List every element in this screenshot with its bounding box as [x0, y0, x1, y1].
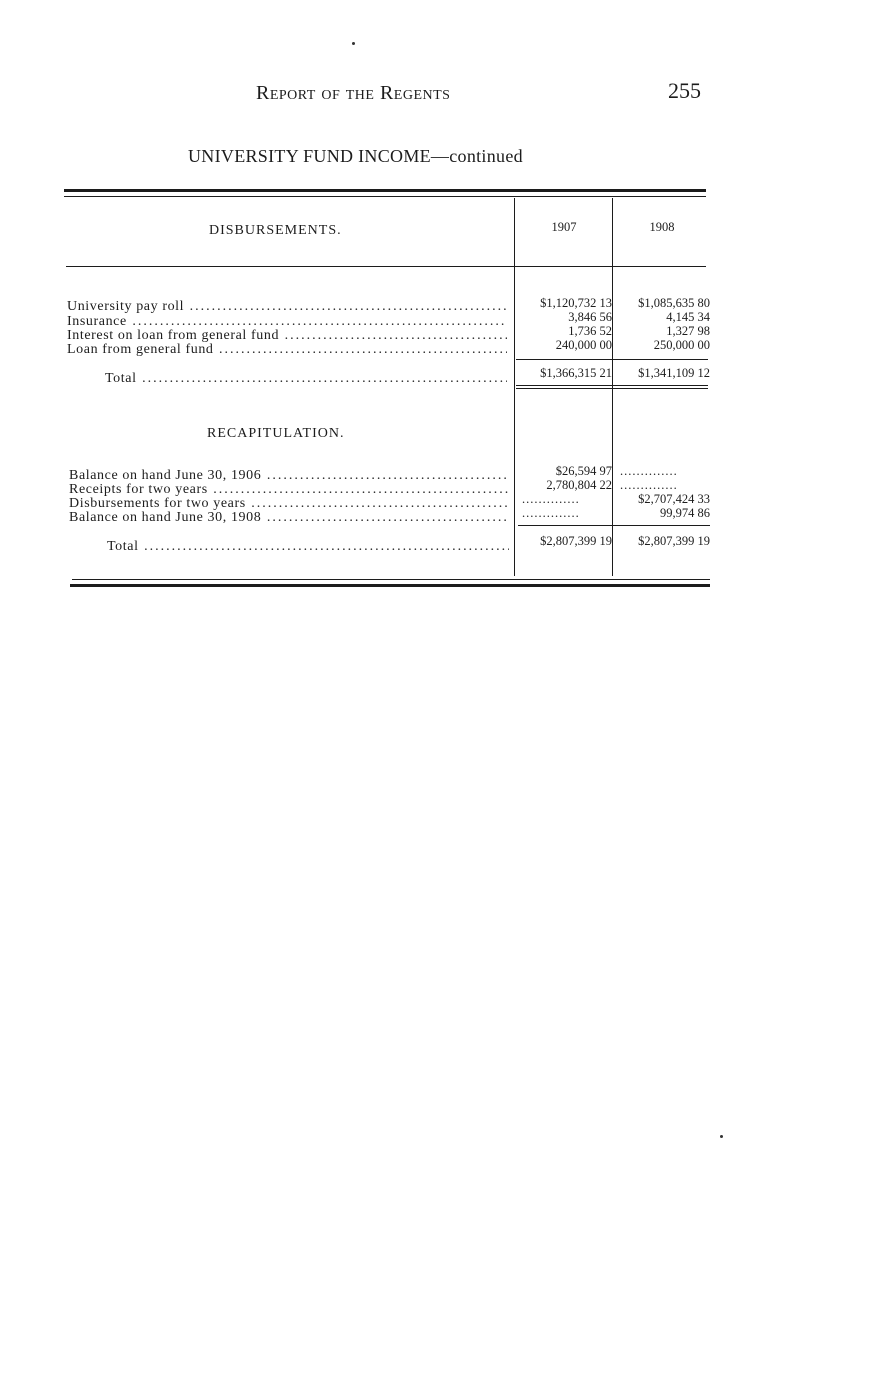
recapitulation-heading: RECAPITULATION.: [207, 426, 345, 441]
disbursement-1908-value: 4,145 34: [666, 310, 710, 324]
column-header-1907: 1907: [551, 220, 577, 234]
recap-row-label: Receipts for two years .....: [69, 483, 509, 497]
recap-total-1907: $2,807,399 19: [540, 534, 612, 548]
disbursement-1907-value: 3,846 56: [568, 310, 612, 324]
table-top-rule: [64, 189, 706, 192]
recap-row-label: Balance on hand June 30, 1906 .....: [69, 469, 509, 483]
scan-speck: [720, 1135, 723, 1138]
table-top-rule-thin: [64, 196, 706, 197]
scan-speck: [352, 42, 355, 45]
disbursement-1908-value: 1,327 98: [666, 324, 710, 338]
disbursement-row-label: Loan from general fund .....: [67, 343, 507, 357]
recap-1908-value: 99,974 86: [660, 506, 710, 520]
disbursement-1907-value: $1,120,732 13: [540, 296, 612, 310]
running-head-title: Report of the Regents: [256, 82, 451, 104]
disbursements-total-1907: $1,366,315 21: [540, 366, 612, 380]
disbursements-total-label: Total .....: [105, 372, 507, 386]
disbursement-row-label: University pay roll .....: [67, 300, 507, 314]
recap-total-1908: $2,807,399 19: [638, 534, 710, 548]
total-double-rule: [516, 385, 708, 386]
leader-dots: ..............: [620, 464, 678, 478]
table-bottom-rule-thin: [72, 579, 710, 580]
recap-1908-value: $2,707,424 33: [638, 492, 710, 506]
column-divider-1907: [514, 198, 515, 576]
column-divider-1908: [612, 198, 613, 576]
recap-row-label: Balance on hand June 30, 1908 .....: [69, 511, 509, 525]
leader-dots: ..............: [620, 478, 678, 492]
leader-dots: ..............: [522, 506, 580, 520]
subtotal-rule: [516, 359, 708, 360]
recap-1907-value: 2,780,804 22: [546, 478, 612, 492]
recap-total-label: Total .....: [107, 540, 509, 554]
total-double-rule: [516, 388, 708, 389]
disbursements-heading: DISBURSEMENTS.: [209, 223, 342, 238]
table-bottom-rule: [70, 584, 710, 587]
leader-dots: ..............: [522, 492, 580, 506]
column-header-1908: 1908: [649, 220, 675, 234]
disbursement-1907-value: 1,736 52: [568, 324, 612, 338]
disbursement-row-label: Interest on loan from general fund .....: [67, 329, 507, 343]
disbursement-1907-value: 240,000 00: [555, 338, 612, 352]
disbursement-row-label: Insurance .....: [67, 315, 507, 329]
subtotal-rule: [518, 525, 710, 526]
header-bottom-rule: [66, 266, 706, 267]
disbursement-1908-value: 250,000 00: [653, 338, 710, 352]
table-caption: UNIVERSITY FUND INCOME—continued: [188, 146, 523, 166]
disbursements-total-1908: $1,341,109 12: [638, 366, 710, 380]
page-number: 255: [668, 78, 701, 103]
recap-row-label: Disbursements for two years .....: [69, 497, 509, 511]
recap-1907-value: $26,594 97: [555, 464, 612, 478]
disbursement-1908-value: $1,085,635 80: [638, 296, 710, 310]
